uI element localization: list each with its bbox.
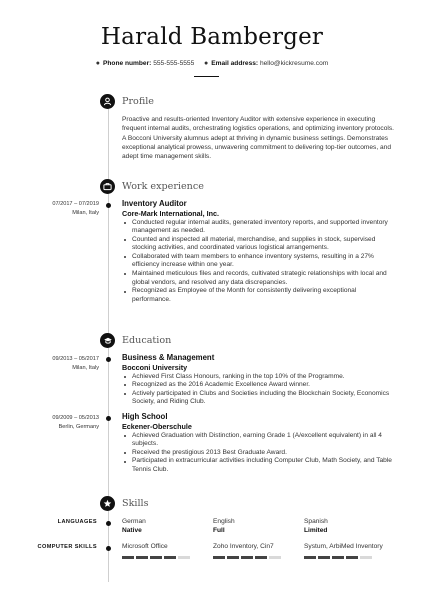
education-meta <box>52 414 99 431</box>
timeline-dot <box>106 521 111 526</box>
languages-label: LANGUAGES <box>57 519 97 525</box>
skill-level-segment <box>241 556 253 559</box>
education-location: Berlin, Germany <box>58 423 99 430</box>
skill-level-segment <box>318 556 330 559</box>
briefcase-icon <box>100 179 115 194</box>
list-item: Achieved First Class Honours, ranking in the top 10% of the Programme. <box>122 373 394 382</box>
skill-level-segment <box>346 556 358 559</box>
graduation-cap-icon <box>100 333 115 348</box>
skills-title: Skills <box>122 498 149 509</box>
phone-label: Phone number: <box>103 60 152 67</box>
star-icon <box>100 496 115 511</box>
job-dates: 07/2017 – 07/2019 <box>52 201 99 207</box>
education-entry <box>122 412 394 474</box>
language-name: English <box>213 518 235 525</box>
computer-skill-item <box>304 543 383 559</box>
list-item: Achieved Graduation with Distinction, earning Grade 1 (A/excellent equivalent) in all 4 subjects. <box>122 432 394 449</box>
skill-level-bar <box>122 556 190 559</box>
education-school: Eckener-Oberschule <box>122 421 192 431</box>
skill-level-segment <box>150 556 162 559</box>
skill-level-segment <box>255 556 267 559</box>
email-label: Email address: <box>211 60 259 67</box>
skill-level-segment <box>213 556 225 559</box>
list-item: Received the prestigious 2013 Best Graduate Award. <box>122 449 394 458</box>
list-item: Actively participated in Clubs and Societies including the Blockchain Society, Economics Society, and Riding Club. <box>122 390 394 407</box>
language-level: Full <box>213 526 225 534</box>
timeline-dot <box>106 203 111 208</box>
contact-line <box>0 60 424 67</box>
list-item: Maintained meticulous files and records, cultivated strategic relationships with local and global vendors, and resolved any data discrepancies. <box>122 270 394 287</box>
timeline-dot <box>106 416 111 421</box>
skill-level-segment <box>304 556 316 559</box>
list-item: Collaborated with team members to enhance inventory systems, resulting in a 27% efficiency increase within one year. <box>122 253 394 270</box>
job-company: Core-Mark International, Inc. <box>122 208 220 218</box>
education-degree: High School <box>122 412 168 421</box>
education-title: Education <box>122 335 172 346</box>
skill-level-bar <box>304 556 383 559</box>
skill-level-bar <box>213 556 281 559</box>
list-item: Participated in extracurricular activities including Computer Club, Math Society, and Table Tennis Club. <box>122 457 394 474</box>
computer-skills-label: COMPUTER SKILLS <box>37 544 97 550</box>
language-level: Native <box>122 526 142 534</box>
bullet-icon: ● <box>95 60 100 67</box>
profile-text: Proactive and results-oriented Inventory Auditor with extensive experience in executing frequent internal audits, orchestrating logistics operations, and optimizing inventory protocols. A Bocconi University alumnus adept at thriving in dynamic business settings. Demonstrates exceptional analytical prowess, unwavering commitment to delivering top-tier outcomes, and adept time management skills. <box>122 116 394 161</box>
skill-level-segment <box>332 556 344 559</box>
profile-title: Profile <box>122 96 154 107</box>
list-item: Recognized as the 2016 Academic Excellence Award winner. <box>122 381 394 390</box>
job-location: Milan, Italy <box>72 209 99 216</box>
language-item <box>213 518 235 535</box>
job-role: Inventory Auditor <box>122 199 187 208</box>
skill-level-segment <box>227 556 239 559</box>
education-school: Bocconi University <box>122 362 188 372</box>
language-item <box>304 518 328 535</box>
header-divider <box>194 76 219 77</box>
job-bullets <box>122 219 394 305</box>
email-value: hello@kickresume.com <box>259 60 329 67</box>
language-name: German <box>122 518 146 525</box>
education-degree: Business & Management <box>122 353 215 362</box>
list-item: Conducted regular internal audits, generated inventory reports, and supported inventory management as needed. <box>122 219 394 236</box>
skill-level-segment <box>164 556 176 559</box>
skill-level-segment <box>122 556 134 559</box>
skill-level-segment <box>360 556 372 559</box>
computer-skill-item <box>122 543 190 559</box>
education-dates: 09/2009 – 05/2013 <box>52 415 99 421</box>
computer-skill-item <box>213 543 281 559</box>
job-meta <box>52 200 99 217</box>
computer-skill-name: Zoho Inventory, Cin7 <box>213 543 274 550</box>
education-location: Milan, Italy <box>72 364 99 371</box>
job-entry <box>122 199 394 304</box>
person-icon <box>100 94 115 109</box>
language-item <box>122 518 146 535</box>
education-dates: 09/2013 – 05/2017 <box>52 356 99 362</box>
language-name: Spanish <box>304 518 328 525</box>
education-bullets <box>122 373 394 407</box>
language-level: Limited <box>304 526 328 534</box>
education-meta <box>52 355 99 372</box>
education-bullets <box>122 432 394 475</box>
skill-level-segment <box>178 556 190 559</box>
work-title: Work experience <box>122 181 204 192</box>
timeline-dot <box>106 357 111 362</box>
list-item: Counted and inspected all material, merchandise, and supplies in stock, supervised stocking activities, and coordinated various logistical arrangements. <box>122 236 394 253</box>
computer-skill-name: Systum, ArbiMed Inventory <box>304 543 383 550</box>
education-entry <box>122 353 394 407</box>
skill-level-segment <box>136 556 148 559</box>
candidate-name: Harald Bamberger <box>100 24 324 50</box>
timeline-dot <box>106 546 111 551</box>
computer-skill-name: Microsoft Office <box>122 543 168 550</box>
phone-value: 555-555-5555 <box>153 60 195 67</box>
skill-level-segment <box>269 556 281 559</box>
bullet-icon: ● <box>203 60 209 67</box>
list-item: Recognized as Employee of the Month for consistently delivering exceptional performance. <box>122 287 394 304</box>
